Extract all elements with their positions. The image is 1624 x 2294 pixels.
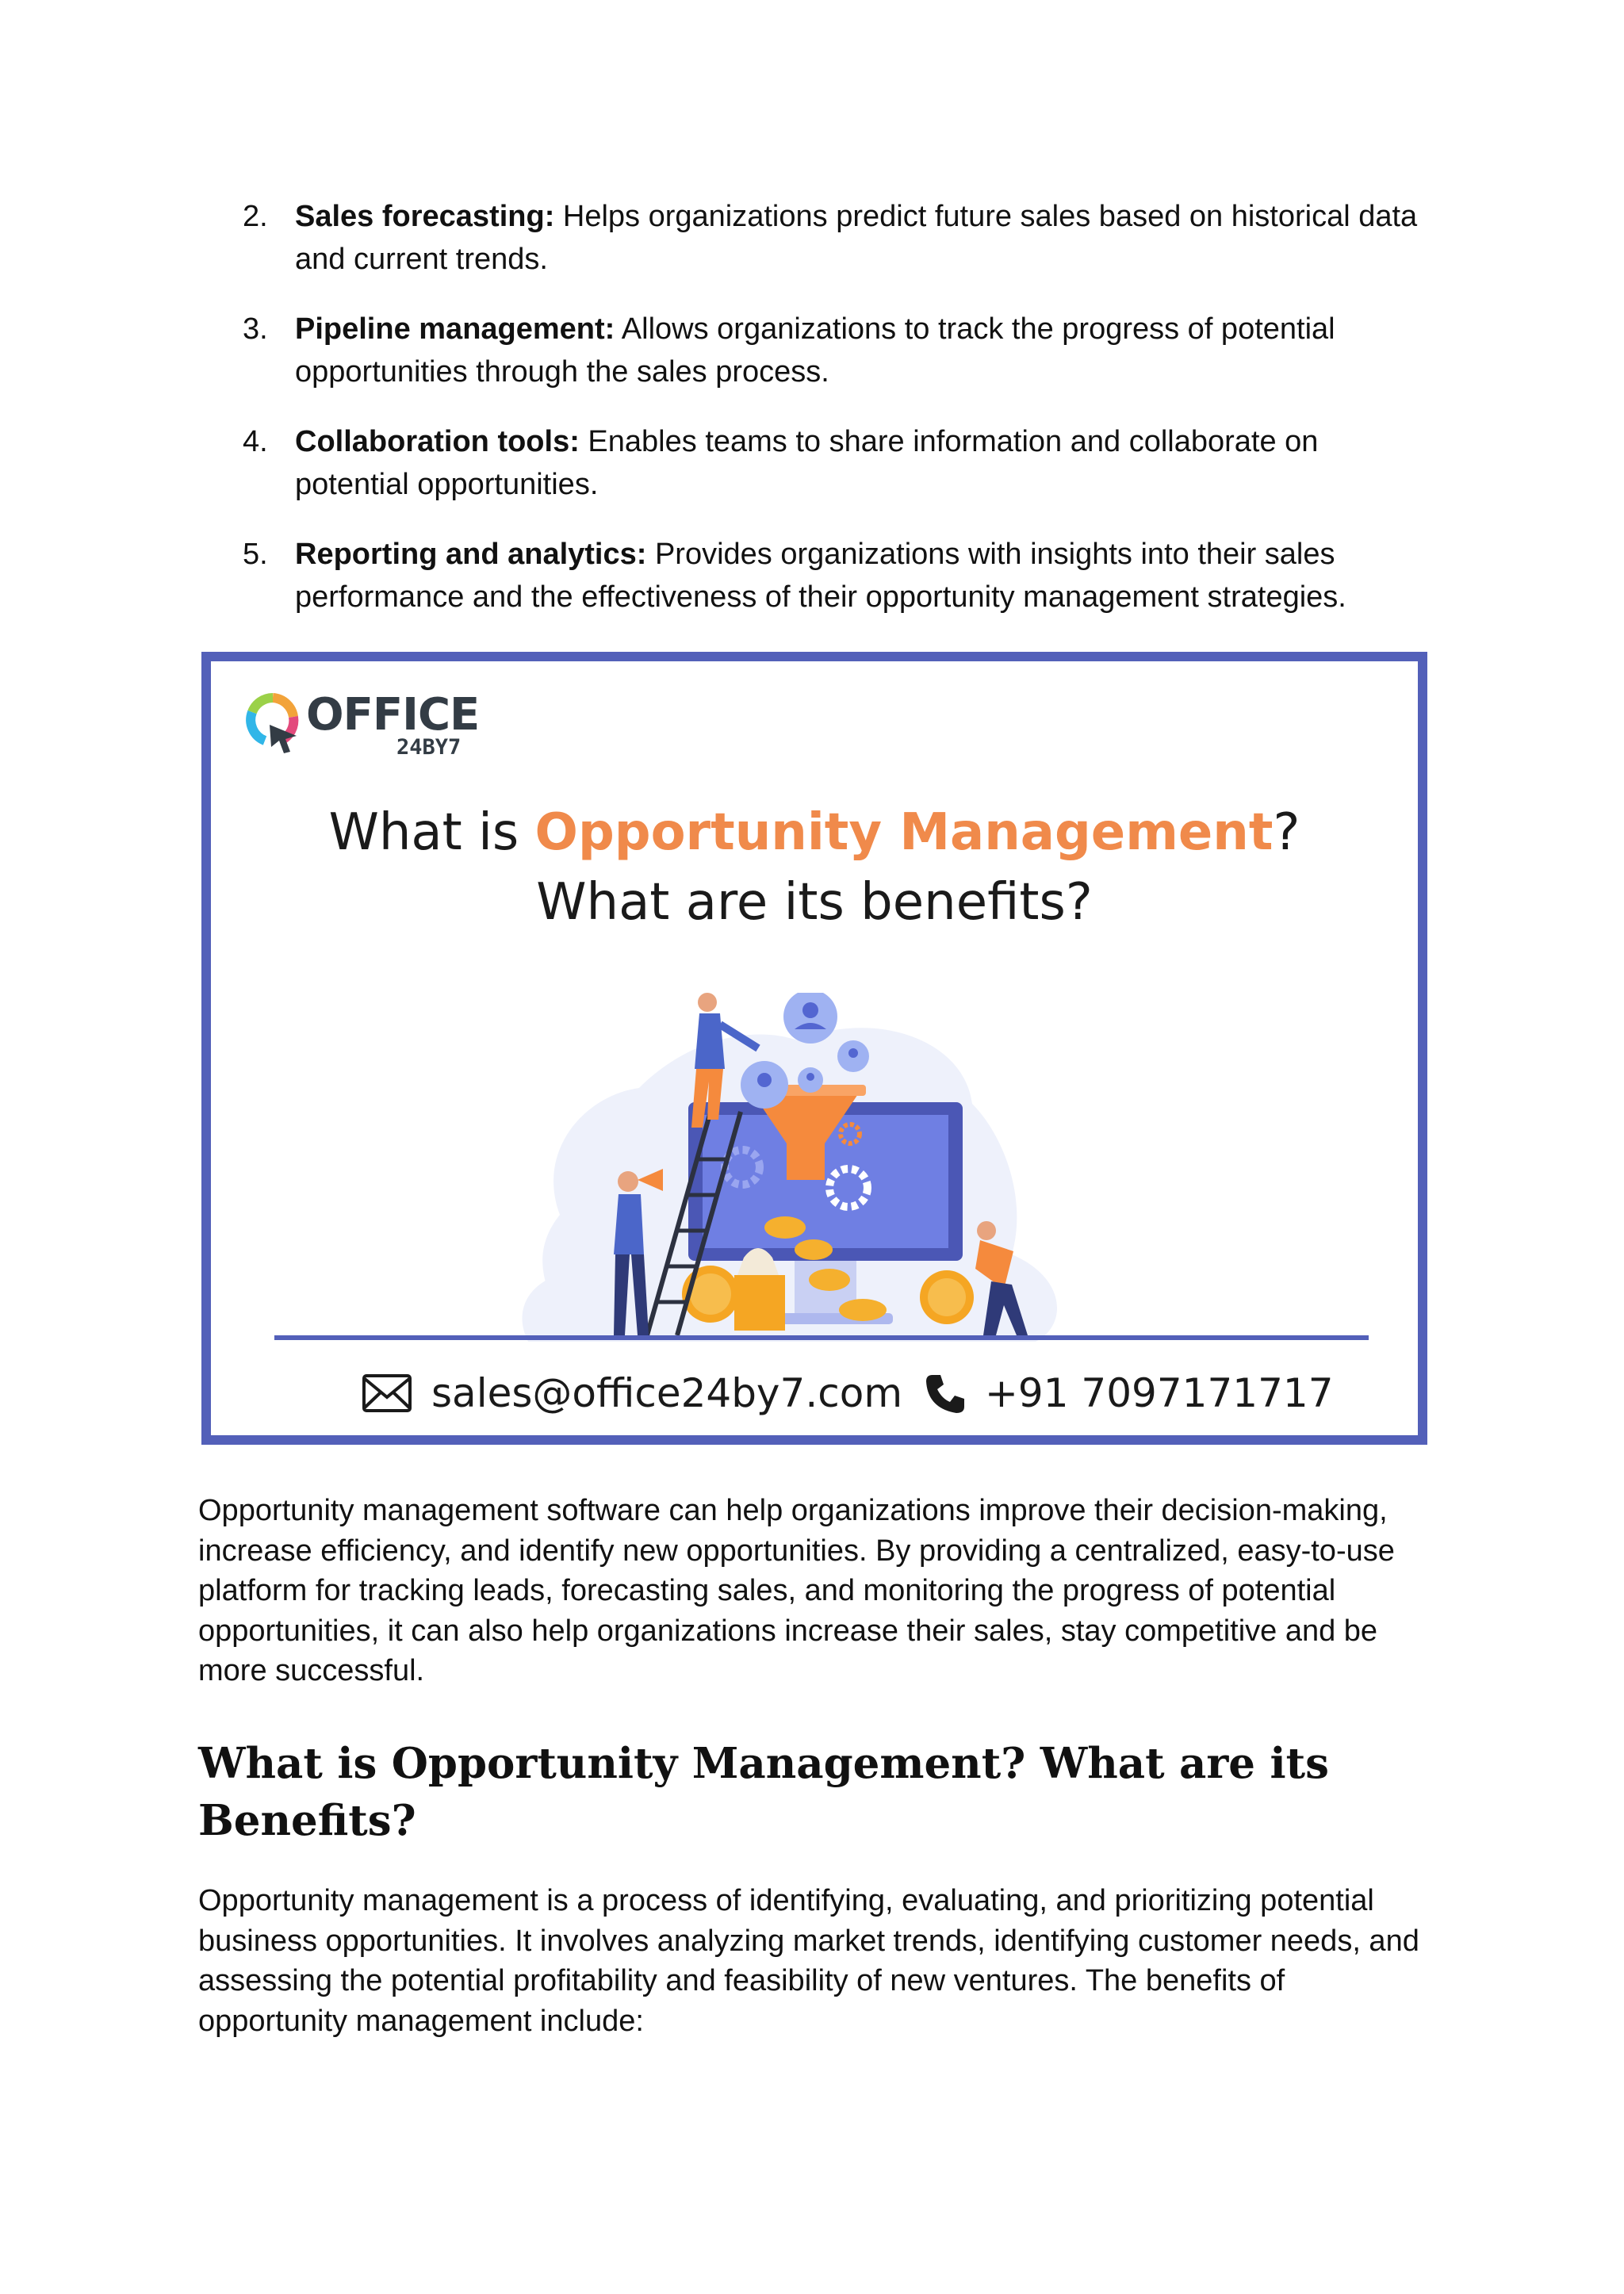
list-number: 4.	[243, 425, 268, 458]
contact-phone[interactable]: +91 7097171717	[985, 1370, 1334, 1416]
list-number: 5.	[243, 538, 268, 571]
logo-text: OFFICE	[306, 689, 480, 741]
list-number: 2.	[243, 200, 268, 233]
contact-email[interactable]: sales@office24by7.com	[431, 1370, 903, 1416]
feature-list	[243, 195, 1432, 645]
list-text: Helps organizations predict future sales based on historical data and current trends.	[295, 200, 1418, 276]
title-prefix: What is	[328, 803, 535, 862]
section-heading: What is Opportunity Management? What are its Benefits?	[198, 1739, 1329, 1845]
list-item	[243, 308, 1432, 393]
list-term: Sales forecasting:	[295, 200, 555, 233]
list-text: Provides organizations with insights into their sales performance and the effectiveness of their opportunity management strategies.	[295, 538, 1346, 614]
banner-subtitle: What are its benefits?	[536, 873, 1093, 932]
title-highlight: Opportunity Management	[534, 803, 1274, 862]
body-paragraph: Opportunity management software can help organizations improve their decision-making, increase efficiency, and identify new opportunities. By providing a centralized, easy-to-use platform for tracking leads, forecasting sales, and monitoring the progress of potential opportunities, it can also help organizations increase their sales, stay competitive and be more successful.	[198, 1494, 1395, 1687]
list-term: Pipeline management:	[295, 312, 615, 346]
envelope-icon	[362, 1373, 412, 1413]
body-paragraph: Opportunity management is a process of identifying, evaluating, and prioritizing potential business opportunities. It involves analyzing market trends, identifying customer needs, and assessing the potential profitability and feasibility of new ventures. The benefits of opportunity management include:	[198, 1884, 1419, 2038]
list-item	[243, 195, 1432, 281]
contact-row	[211, 1365, 1418, 1421]
promo-banner	[201, 652, 1427, 1445]
list-number: 3.	[243, 312, 268, 346]
phone-icon	[925, 1373, 966, 1415]
list-text: Enables teams to share information and collaborate on potential opportunities.	[295, 425, 1319, 501]
opportunity-illustration	[274, 993, 1369, 1342]
list-item	[243, 420, 1432, 506]
list-term: Reporting and analytics:	[295, 538, 647, 571]
list-term: Collaboration tools:	[295, 425, 580, 458]
logo-subtext: 24BY7	[396, 735, 462, 760]
title-suffix: ?	[1273, 803, 1300, 862]
logo-ring-icon	[241, 688, 304, 760]
brand-logo	[241, 688, 511, 768]
list-text: Allows organizations to track the progress of potential opportunities through the sales process.	[295, 312, 1335, 389]
list-item	[243, 533, 1432, 618]
banner-title	[211, 801, 1418, 864]
